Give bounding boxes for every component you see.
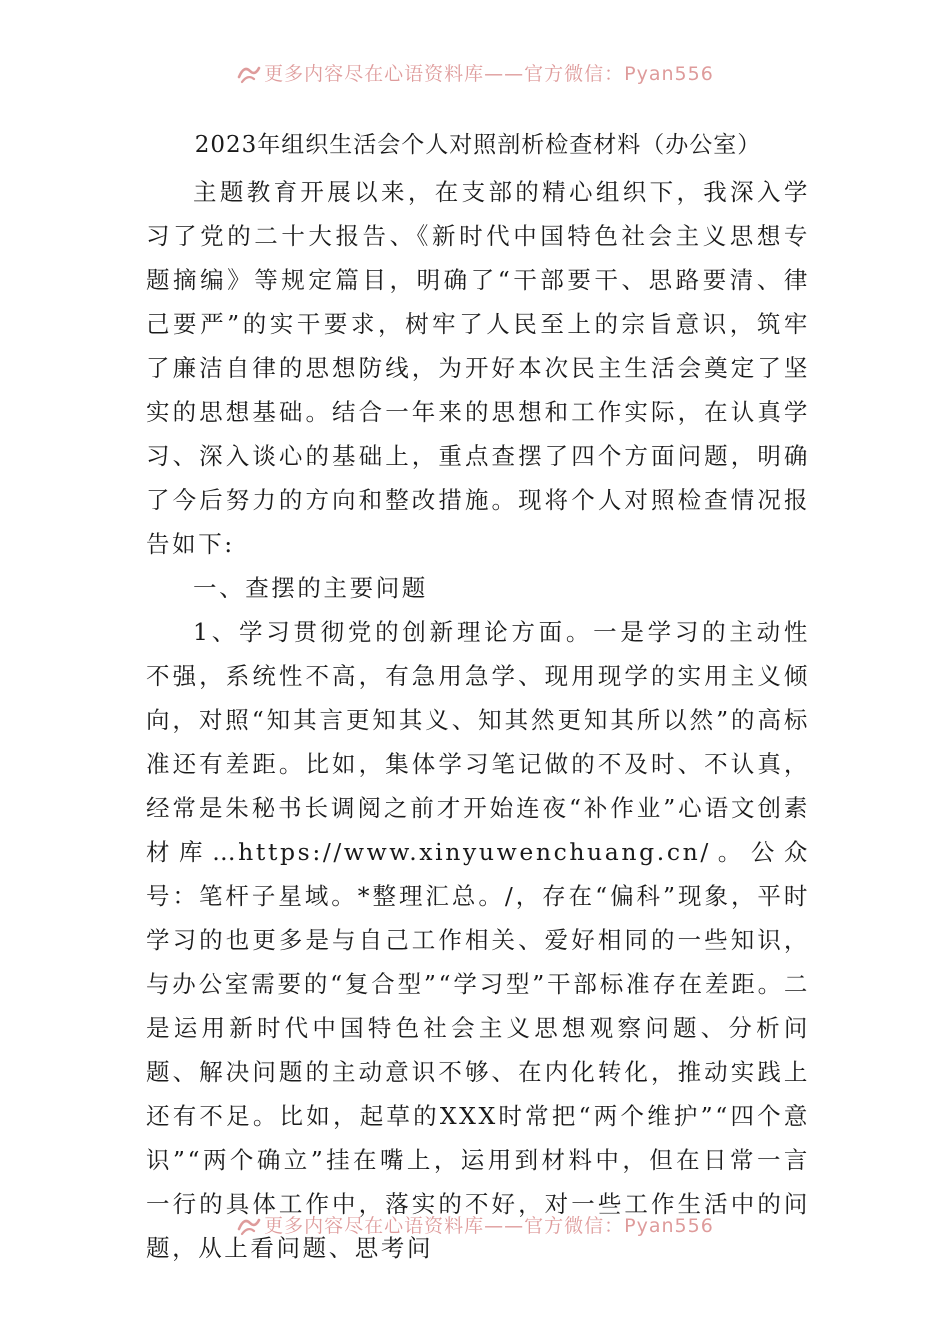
watermark-text: 更多内容尽在心语资料库——官方微信：Pyan556 — [264, 63, 714, 85]
footer-watermark — [0, 1211, 950, 1238]
intro-paragraph: 主题教育开展以来，在支部的精心组织下，我深入学习了党的二十大报告、《新时代中国特色社会主义思想专题摘编》等规定篇目，明确了“干部要干、思路要清、律己要严”的实干要求，树牢了人民至上的宗旨意识，筑牢了廉洁自律的思想防线，为开好本次民主生活会奠定了坚实的思想基础。结合一年来的思想和工作实际，在认真学习、深入谈心的基础上，重点查摆了四个方面问题，明确了今后努力的方向和整改措施。现将个人对照检查情况报告如下: — [146, 178, 810, 558]
header-watermark — [0, 59, 950, 86]
section-heading: 一、查摆的主要问题 — [193, 574, 428, 602]
document-title: 2023年组织生活会个人对照剖析检查材料（办公室） — [194, 132, 762, 158]
document-page — [146, 124, 810, 1270]
body-paragraph: 1、学习贯彻党的创新理论方面。一是学习的主动性不强，系统性不高，有急用急学、现用现学的实用主义倾向，对照“知其言更知其义、知其然更知其所以然”的高标准还有差距。比如，集体学习笔记做的不及时、不认真，经常是朱秘书长调阅之前才开始连夜“补作业”心语文创素材库…https://www.xinyuwenchuang.cn/。公众号：笔杆子星域。*整理汇总。/，存在“偏科”现象，平时学习的也更多是与自己工作相关、爱好相同的一些知识，与办公室需要的“复合型”“学习型”干部标准存在差距。二是运用新时代中国特色社会主义思想观察问题、分析问题、解决问题的主动意识不够、在内化转化，推动实践上还有不足。比如，起草的XXX时常把“两个维护”“四个意识”“两个确立”挂在嘴上，运用到材料中，但在日常一言一行的具体工作中，落实的不好，对一些工作生活中的问题，从上看问题、思考问 — [146, 618, 810, 1262]
watermark-logo-icon — [236, 1215, 262, 1237]
watermark-logo-icon — [236, 63, 262, 85]
watermark-text: 更多内容尽在心语资料库——官方微信：Pyan556 — [264, 1215, 714, 1237]
